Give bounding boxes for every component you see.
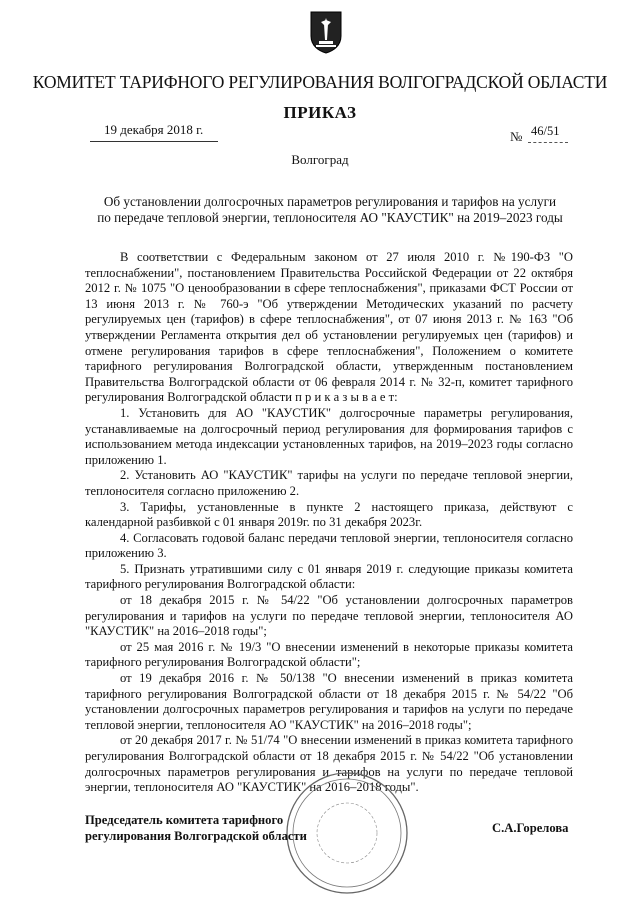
repealed-order-1: от 18 декабря 2015 г. № 54/22 "Об установлении долгосрочных параметров регулирования и тарифов на услуги по передаче тепловой энергии, теплоносителя АО "КАУСТИК" на 2016–2018 годы"; <box>85 593 573 639</box>
preamble: В соответствии с Федеральным законом от 27 июля 2010 г. №190-ФЗ "О теплоснабжении", постановлением Правительства Российской Федерации от 22 октября 2012 г. № 1075 "О ценообразовании в сфере теплоснабжения", приказами ФСТ России от 13 июня 2013 г. № 760-э "Об утверждении Методических указаний по расчету регулируемых цен (тарифов) в сфере теплоснабжения", от 07 июня 2013 г. № 163 "Об утверждении Регламента открытия дел об установлении регулируемых цен (тарифов) и отмене регулирования тарифов в сфере теплоснабжения", Положением о комитете тарифного регулирования Волгоградской области, утвержденным постановлением Правительства Волгоградской области от 06 февраля 2014 г. № 32-п, комитет тарифного регулирования Волгоградской области п р и к а з ы в а е т: <box>85 250 573 405</box>
order-subject <box>80 194 580 225</box>
signatory-position <box>85 813 307 844</box>
number-underline <box>528 142 568 143</box>
clause-3: 3. Тарифы, установленные в пункте 2 настоящего приказа, действуют с календарной разбивкой с 01 января 2019г. по 31 декабря 2023г. <box>85 499 573 530</box>
committee-name: КОМИТЕТ ТАРИФНОГО РЕГУЛИРОВАНИЯ ВОЛГОГРАДСКОЙ ОБЛАСТИ <box>32 72 608 92</box>
repealed-order-4: от 20 декабря 2017 г. № 51/74 "О внесении изменений в приказ комитета тарифного регулирования Волгоградской области от 18 декабря 2015 г. № 54/22 "Об установлении долгосрочных параметров регулирования и тарифов на услуги по передаче тепловой энергии, теплоносителя АО "КАУСТИК" на 2016–2018 годы". <box>85 733 573 795</box>
clause-4: 4. Согласовать годовой баланс передачи тепловой энергии, теплоносителя согласно приложению 3. <box>85 530 573 561</box>
date-underline <box>90 141 218 142</box>
city: Волгоград <box>291 152 349 167</box>
order-title: ПРИКАЗ <box>283 103 357 122</box>
repealed-order-3: от 19 декабря 2016 г. № 50/138 "О внесении изменений в приказ комитета тарифного регулирования Волгоградской области от 18 декабря 2015 г. № 54/22 "Об установлении долгосрочных параметров регулирования и тарифов на услуги по передаче тепловой энергии, теплоносителя АО "КАУСТИК" на 2016–2018 годы"; <box>85 671 573 732</box>
subject-line-2: по передаче тепловой энергии, теплоносителя АО "КАУСТИК" на 2019–2023 годы <box>97 209 563 225</box>
number-sign: № <box>510 129 523 144</box>
volgograd-coat-of-arms-icon <box>309 10 343 54</box>
clause-2: 2. Установить АО "КАУСТИК" тарифы на услуги по передаче тепловой энергии, теплоносителя согласно приложению 2. <box>85 468 573 498</box>
order-body <box>85 250 573 796</box>
signatory-position-line-1: Председатель комитета тарифного <box>85 813 284 827</box>
repealed-order-2: от 25 мая 2016 г. № 19/3 "О внесении изменений в некоторые приказы комитета тарифного регулирования Волгоградской области"; <box>85 639 573 670</box>
signatory-position-line-2: регулирования Волгоградской области <box>85 828 307 843</box>
subject-line-1: Об установлении долгосрочных параметров регулирования и тарифов на услуги <box>103 194 557 209</box>
order-date: 19 декабря 2018 г. <box>104 122 204 137</box>
clause-1: 1. Установить для АО "КАУСТИК" долгосрочные параметры регулирования, устанавливаемые на долгосрочный период регулирования для формирования тарифов с использованием метода индексации установленных тарифов, на 2019–2023 годы согласно приложению 1. <box>85 405 573 467</box>
clause-5: 5. Признать утратившими силу с 01 января 2019 г. следующие приказы комитета тарифного регулирования Волгоградской области: <box>85 561 573 592</box>
order-number: 46/51 <box>531 124 560 138</box>
signatory-name: С.А.Горелова <box>492 821 569 835</box>
